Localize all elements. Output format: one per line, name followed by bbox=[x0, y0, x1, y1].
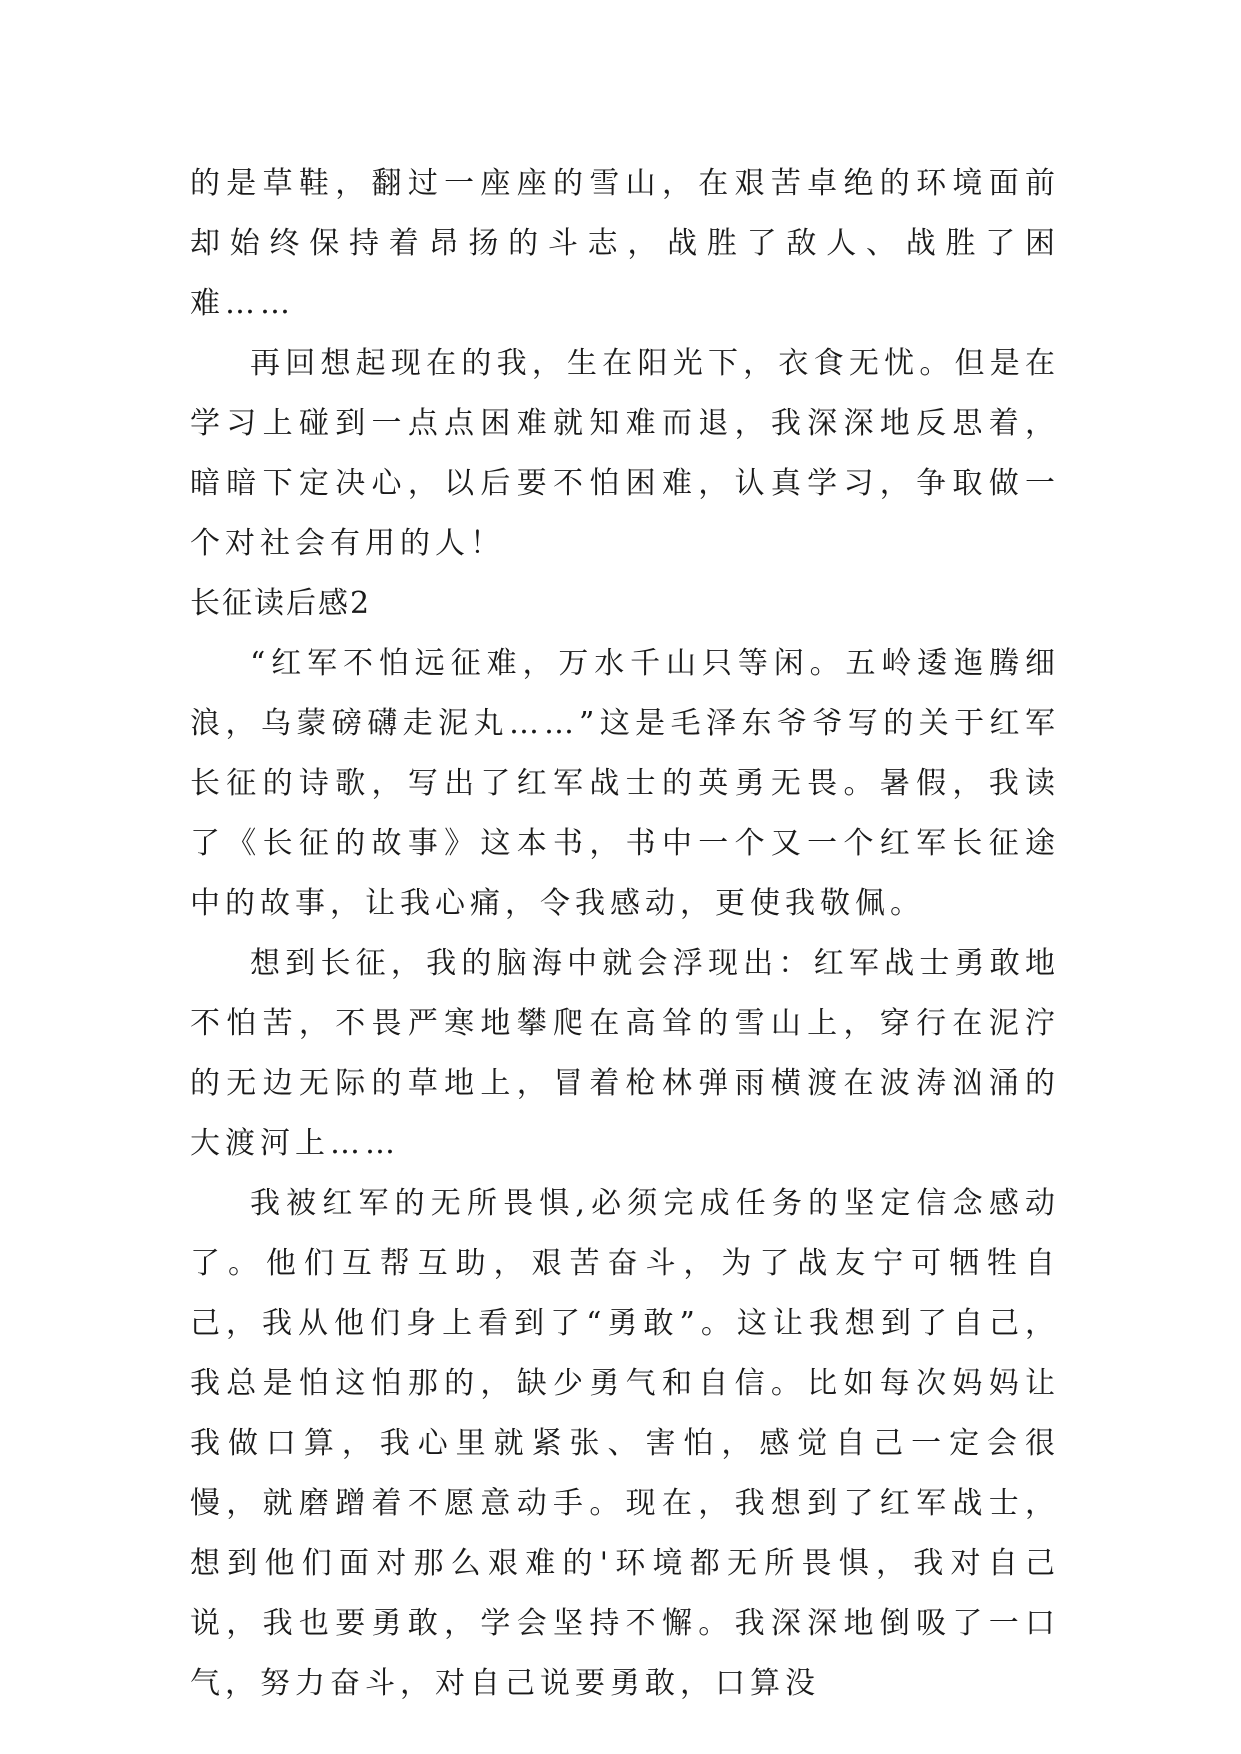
section-heading: 长征读后感2 bbox=[190, 586, 372, 621]
paragraph-poem-intro: “红军不怕远征难，万水千山只等闲。五岭逶迤腾细浪，乌蒙磅礴走泥丸……”这是毛泽东爷爷写的关于红军长征的诗歌，写出了红军战士的英勇无畏。暑假，我读了《长征的故事》这本书，书中一个又一个红军长征途中的故事，让我心痛，令我感动，更使我敬佩。 bbox=[190, 646, 1060, 921]
paragraph-courage: 我被红军的无所畏惧,必须完成任务的坚定信念感动了。他们互帮互助，艰苦奋斗，为了战友宁可牺牲自己，我从他们身上看到了“勇敢”。这让我想到了自己，我总是怕这怕那的，缺少勇气和自信。比如每次妈妈让我做口算，我心里就紧张、害怕，感觉自己一定会很慢，就磨蹭着不愿意动手。现在，我想到了红军战士，想到他们面对那么艰难的'环境都无所畏惧，我对自己说，我也要勇敢，学会坚持不懈。我深深地倒吸了一口气，努力奋斗，对自己说要勇敢，口算没 bbox=[190, 1186, 1060, 1701]
document-body bbox=[190, 154, 1060, 1714]
paragraph-long-march-images: 想到长征，我的脑海中就会浮现出：红军战士勇敢地不怕苦，不畏严寒地攀爬在高耸的雪山上，穿行在泥泞的无边无际的草地上，冒着枪林弹雨横渡在波涛汹涌的大渡河上…… bbox=[190, 946, 1060, 1161]
paragraph-continued: 的是草鞋，翻过一座座的雪山，在艰苦卓绝的环境面前却始终保持着昂扬的斗志，战胜了敌人、战胜了困难…… bbox=[190, 166, 1060, 321]
paragraph-reflection: 再回想起现在的我，生在阳光下，衣食无忧。但是在学习上碰到一点点困难就知难而退，我深深地反思着，暗暗下定决心，以后要不怕困难，认真学习，争取做一个对社会有用的人！ bbox=[190, 346, 1060, 561]
